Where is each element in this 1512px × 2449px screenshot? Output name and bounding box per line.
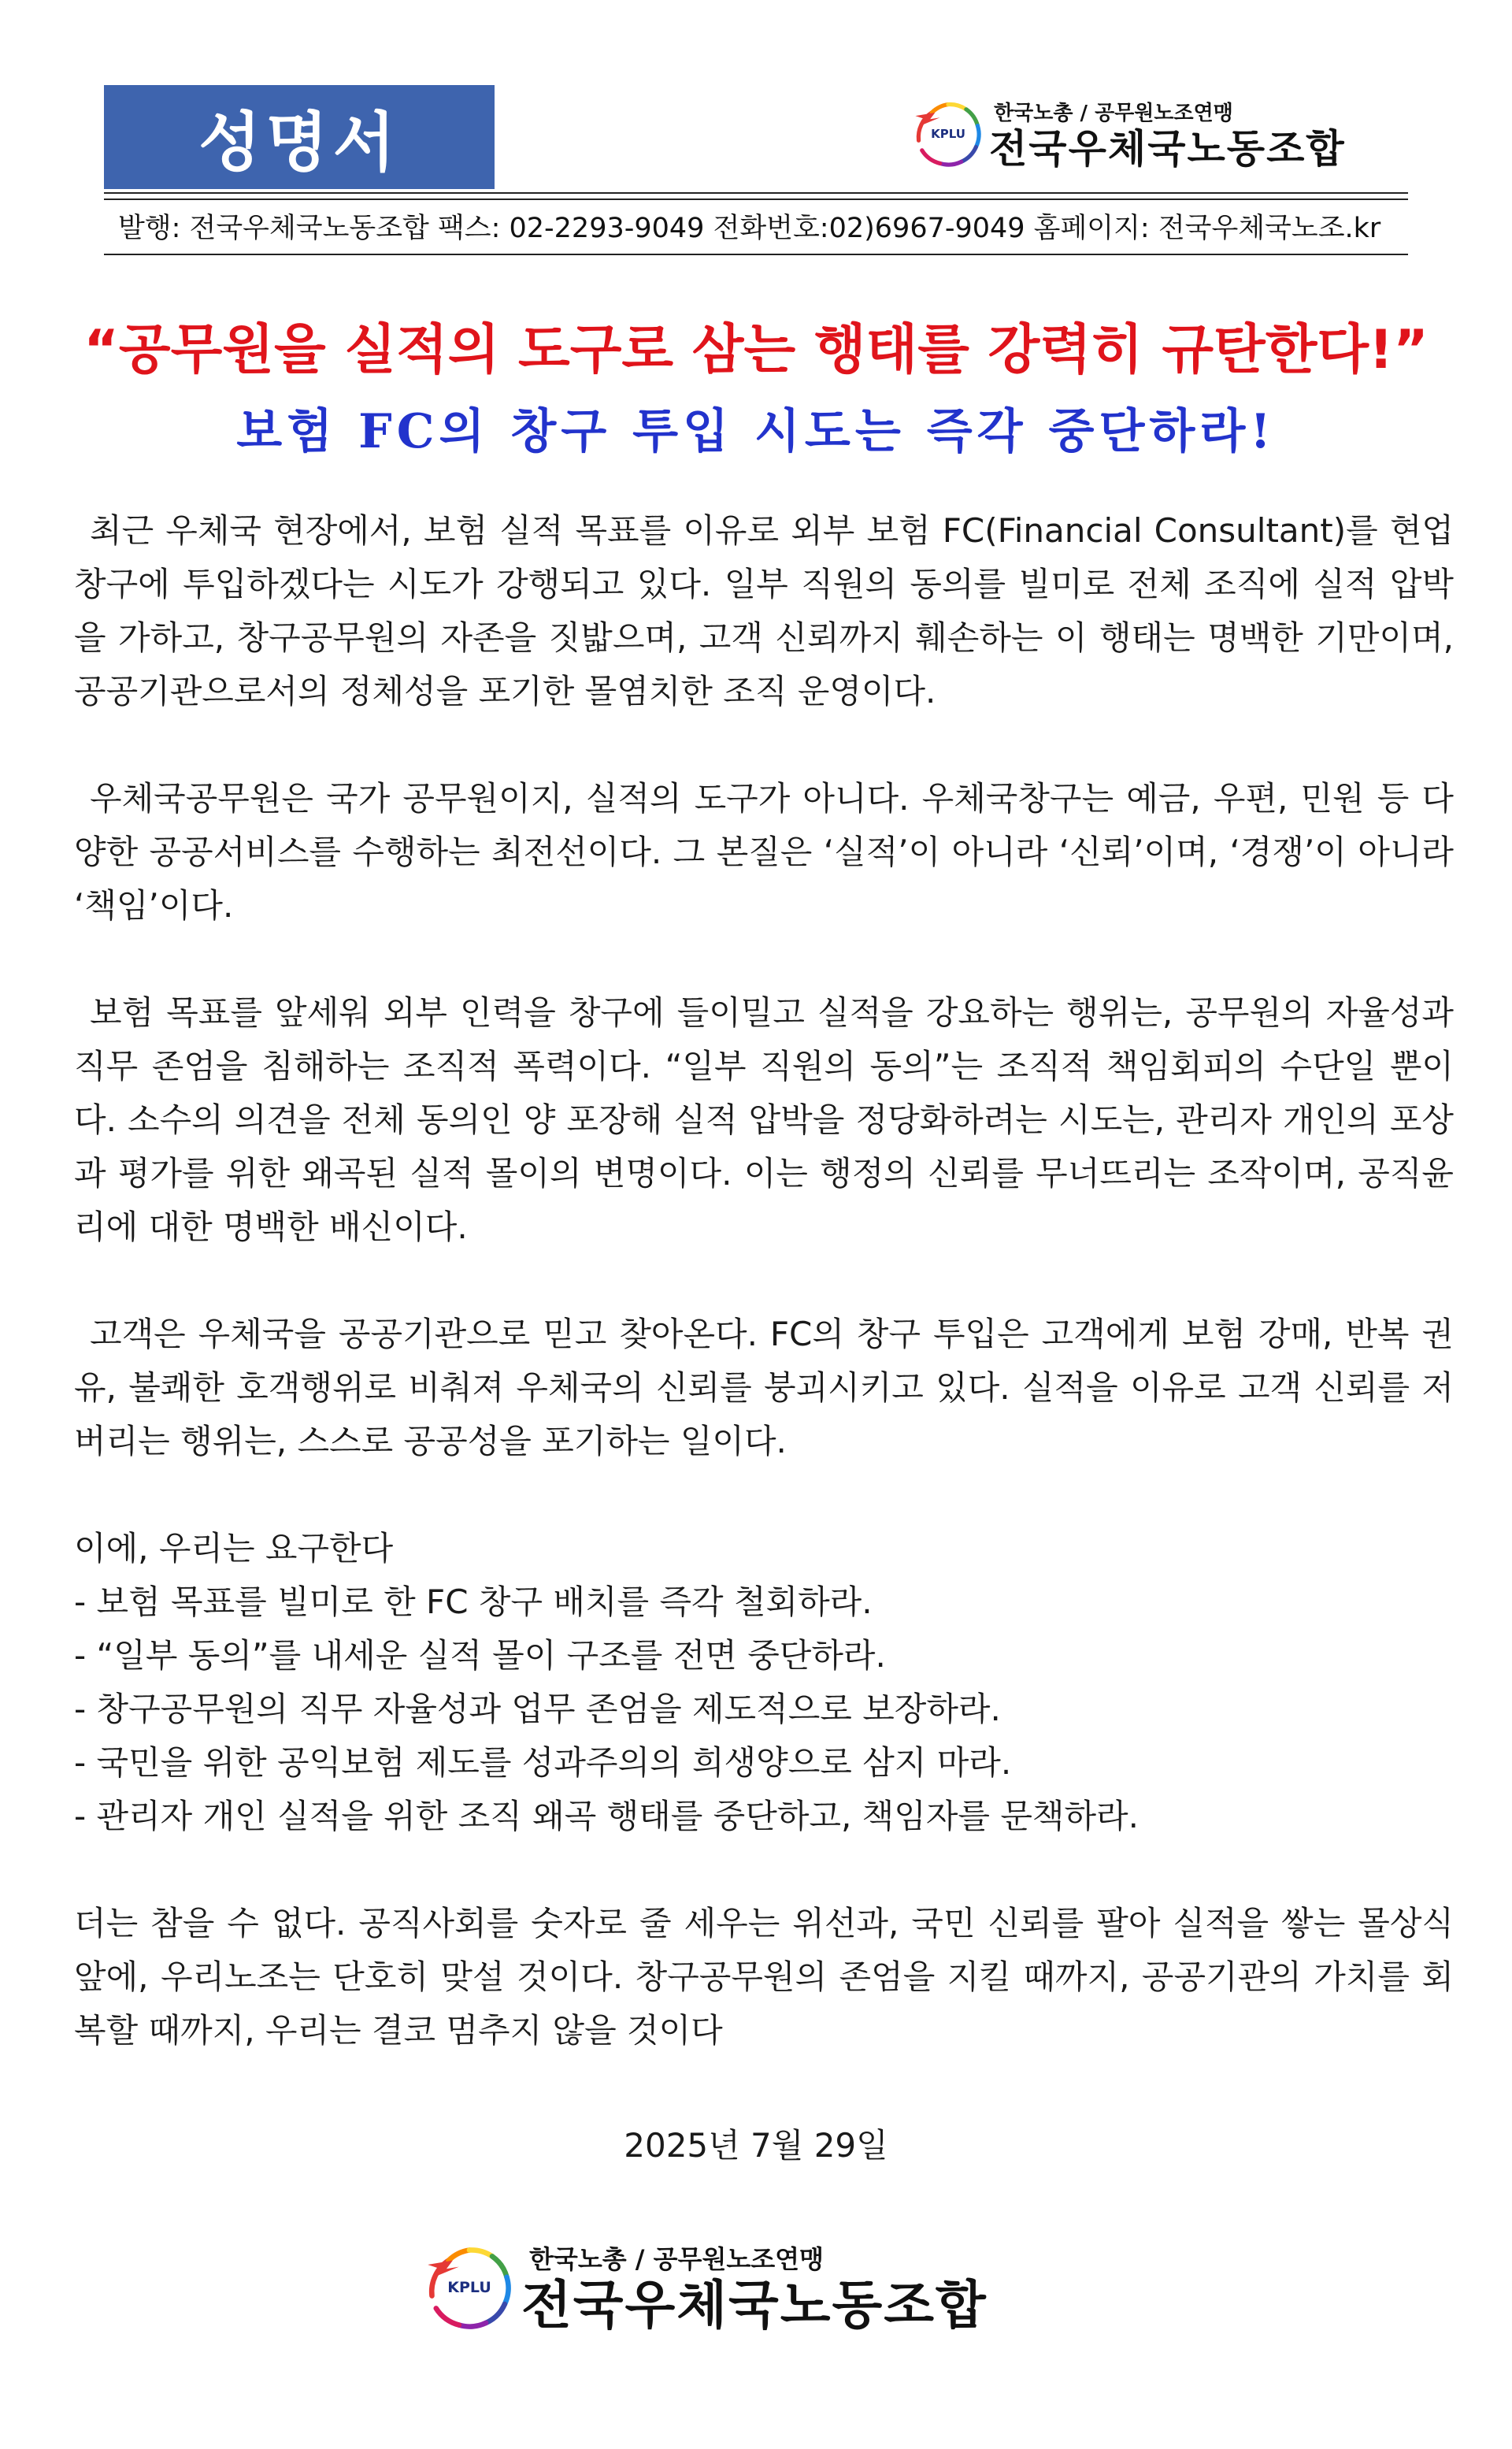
- logo-name: 전국우체국노동조합: [521, 2275, 988, 2336]
- demand-item: - 창구공무원의 직무 자율성과 업무 존엄을 제도적으로 보장하라.: [74, 1690, 1001, 1728]
- publication-info: 발행: 전국우체국노동조합 팩스: 02-2293-9049 전화번호:02)6967-9049 홈페이지: 전국우체국노조.kr: [118, 213, 1381, 244]
- demands-intro: 이에, 우리는 요구한다: [74, 1529, 394, 1568]
- demand-item: - “일부 동의”를 내세운 실적 몰이 구조를 전면 중단하라.: [74, 1636, 886, 1675]
- kplu-emblem-icon: KPLU: [417, 2236, 521, 2340]
- kplu-emblem-icon: KPLU: [907, 93, 989, 175]
- body-paragraph: 최근 우체국 현장에서, 보험 실적 목표를 이유로 외부 보험 FC(Financial Consultant)를 현업 창구에 투입하겠다는 시도가 강행되고 있다. 일부 직원의 동의를 빌미로 전체 조직에 실적 압박을 가하고, 창구공무원의 자존을 짓밟으며, 고객 신뢰까지 훼손하는 이 행태는 명백한 기만이며, 공공기관으로서의 정체성을 포기한 몰염치한 조직 운영이다.: [74, 511, 1454, 711]
- header-rule-bottom: [104, 254, 1408, 255]
- statement-header: [104, 85, 1408, 192]
- headline-main: “공무원을 실적의 도구로 삼는 행태를 강력히 규탄한다!”: [83, 319, 1429, 381]
- demand-item: - 관리자 개인 실적을 위한 조직 왜곡 행태를 중단하고, 책임자를 문책하라.: [74, 1797, 1139, 1835]
- header-rule-top: [104, 192, 1408, 194]
- union-logo-bottom: [417, 2236, 988, 2340]
- body-paragraph: 우체국공무원은 국가 공무원이지, 실적의 도구가 아니다. 우체국창구는 예금, 우편, 민원 등 다양한 공공서비스를 수행하는 최전선이다. 그 본질은 ‘실적’이 아니라 ‘신뢰’이며, ‘경쟁’이 아니라 ‘책임’이다.: [74, 779, 1454, 925]
- logo-subtitle: 한국노총 / 공무원노조연맹: [529, 2244, 825, 2274]
- demand-item: - 국민을 위한 공익보험 제도를 성과주의의 희생양으로 삼지 마라.: [74, 1743, 1012, 1782]
- statement-title: 성명서: [104, 85, 495, 189]
- demand-item: - 보험 목표를 빌미로 한 FC 창구 배치를 즉각 철회하라.: [74, 1583, 873, 1621]
- header-rule-double: [104, 199, 1408, 200]
- statement-body: [74, 504, 1454, 2111]
- logo-name: 전국우체국노동조합: [989, 125, 1346, 172]
- headline-sub: 보험 FC의 창구 투입 시도는 즉각 중단하라!: [236, 404, 1276, 459]
- logo-subtitle: 한국노총 / 공무원노조연맹: [994, 101, 1233, 125]
- statement-date: 2025년 7월 29일: [624, 2126, 888, 2165]
- body-paragraph: 고객은 우체국을 공공기관으로 믿고 찾아온다. FC의 창구 투입은 고객에게 보험 강매, 반복 권유, 불쾌한 호객행위로 비춰져 우체국의 신뢰를 붕괴시키고 있다. 실적을 이유로 고객 신뢰를 저버리는 행위는, 스스로 공공성을 포기하는 일이다.: [74, 1315, 1454, 1460]
- body-paragraph: 보험 목표를 앞세워 외부 인력을 창구에 들이밀고 실적을 강요하는 행위는, 공무원의 자율성과 직무 존엄을 침해하는 조직적 폭력이다. “일부 직원의 동의”는 조직적 책임회피의 수단일 뿐이다. 소수의 의견을 전체 동의인 양 포장해 실적 압박을 정당화하려는 시도는, 관리자 개인의 포상과 평가를 위한 왜곡된 실적 몰이의 변명이다. 이는 행정의 신뢰를 무너뜨리는 조작이며, 공직윤리에 대한 명백한 배신이다.: [74, 993, 1454, 1246]
- union-logo-top: [907, 93, 1346, 175]
- closing-paragraph: 더는 참을 수 없다. 공직사회를 숫자로 줄 세우는 위선과, 국민 신뢰를 팔아 실적을 쌓는 몰상식 앞에, 우리노조는 단호히 맞설 것이다. 창구공무원의 존엄을 지킬 때까지, 공공기관의 가치를 회복할 때까지, 우리는 결코 멈추지 않을 것이다: [74, 1904, 1454, 2050]
- demands-list: [74, 1522, 1454, 1843]
